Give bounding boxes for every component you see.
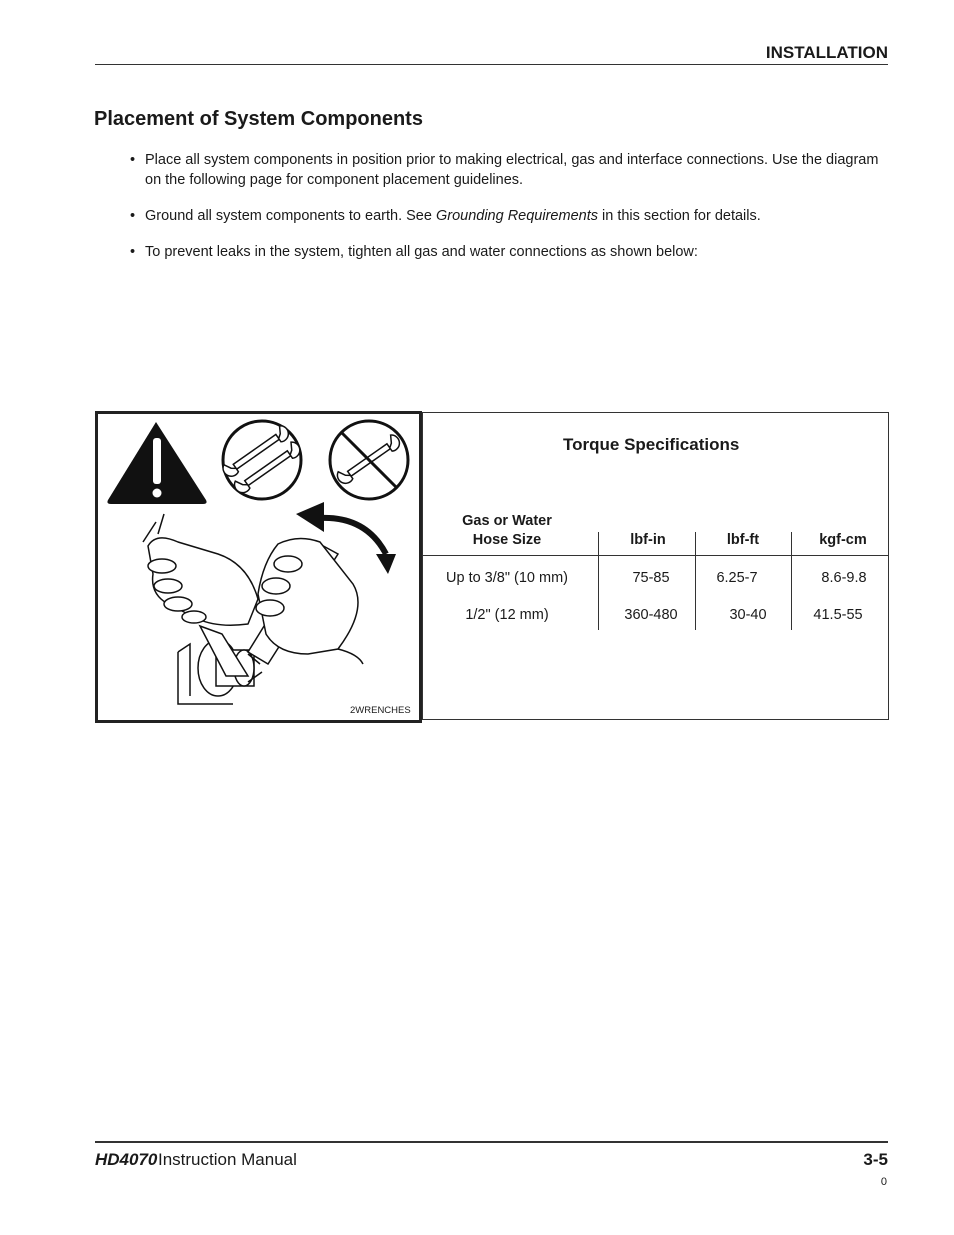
revision-number: 0	[880, 1176, 887, 1188]
bullet-text: To prevent leaks in the system, tighten all gas and water connections as shown below:	[145, 244, 698, 260]
page-number: 3-5	[863, 1150, 888, 1169]
figure-illustration	[98, 414, 419, 720]
col-header-lbf-in: lbf-in	[630, 532, 666, 548]
bullet-text-pre: Ground all system components to earth. See	[145, 208, 436, 224]
figure-caption: 2WRENCHES	[350, 705, 411, 716]
bullet-marker: •	[130, 152, 136, 168]
warning-icon	[107, 422, 206, 504]
col-header-hose-line1: Gas or Water	[462, 513, 552, 529]
list-item	[130, 242, 880, 262]
col-header-lbf-ft: lbf-ft	[726, 532, 760, 548]
list-item	[130, 206, 880, 226]
footer-doc-title: Instruction Manual	[158, 1150, 297, 1169]
column-divider	[791, 532, 792, 630]
no-single-wrench-icon	[330, 421, 408, 499]
footer-rule	[95, 1141, 888, 1143]
torque-spec-panel	[422, 412, 889, 720]
section-label: INSTALLATION	[765, 43, 888, 62]
table-cell-lbf-in: 75-85	[632, 570, 670, 586]
list-item	[130, 150, 880, 190]
column-divider	[695, 532, 696, 630]
bullet-list	[130, 150, 880, 278]
bullet-marker: •	[130, 244, 136, 260]
table-cell-kgf-cm: 41.5-55	[813, 607, 863, 623]
header-rule	[95, 64, 888, 65]
bullet-marker: •	[130, 208, 136, 224]
two-wrenches-figure	[95, 411, 422, 723]
col-header-kgf-cm: kgf-cm	[819, 532, 867, 548]
table-cell-size: 1/2" (12 mm)	[465, 607, 549, 623]
table-header-rule	[422, 555, 888, 556]
two-wrenches-icon	[220, 421, 302, 499]
page-title: Placement of System Components	[94, 108, 423, 130]
left-hand	[143, 514, 258, 625]
bullet-text: Place all system components in position prior to making electrical, gas and interface connections. Use the diagram on the following page for component placement guidelines.	[145, 152, 879, 188]
grounding-reference: Grounding Requirements	[435, 208, 598, 224]
table-cell-lbf-ft: 30-40	[729, 607, 767, 623]
torque-spec-title: Torque Specifications	[563, 435, 740, 454]
col-header-hose-line2: Hose Size	[472, 532, 542, 548]
table-cell-lbf-in: 360-480	[624, 607, 678, 623]
table-cell-size: Up to 3/8" (10 mm)	[446, 570, 568, 586]
column-divider	[598, 532, 599, 630]
bullet-text-post: in this section for details.	[597, 208, 761, 224]
footer-model: HD4070	[95, 1150, 158, 1169]
table-cell-lbf-ft: 6.25-7	[716, 570, 758, 586]
table-cell-kgf-cm: 8.6-9.8	[821, 570, 867, 586]
